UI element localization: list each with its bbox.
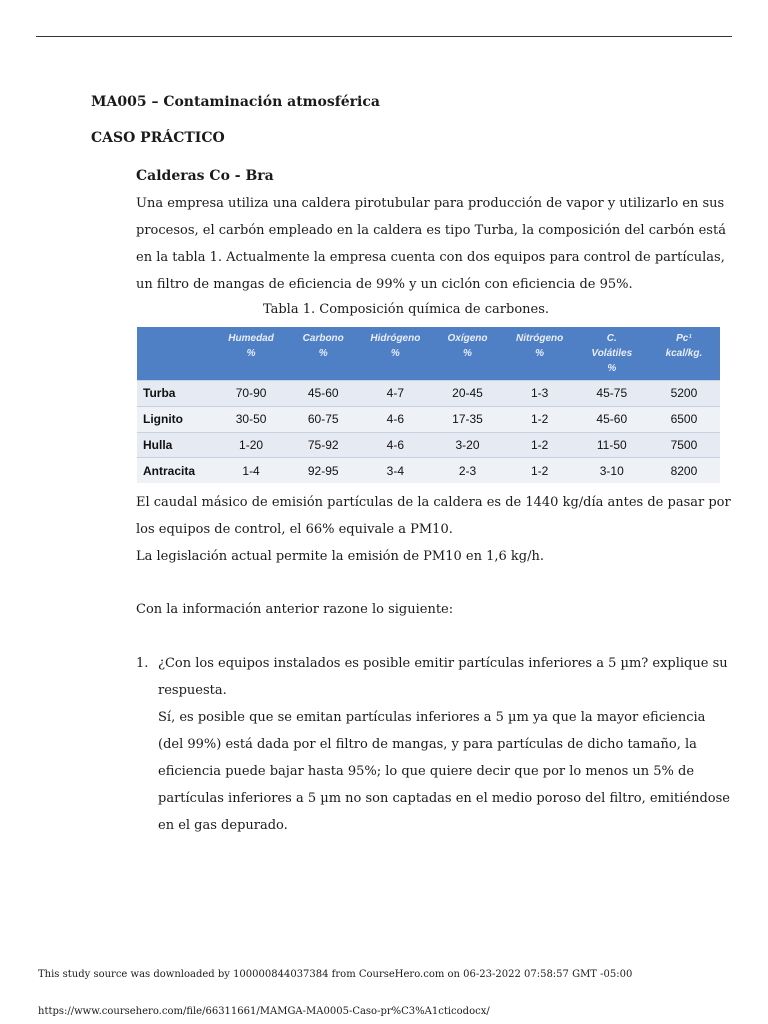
table-cell: 1-4	[215, 458, 287, 483]
table-cell: 5200	[648, 381, 720, 407]
table-cell: 11-50	[576, 432, 648, 458]
coal-composition-table	[137, 327, 720, 483]
answer-line: en el gas depurado.	[158, 818, 288, 833]
table-row-label: Lignito	[137, 406, 215, 432]
case-title: Calderas Co - Bra	[136, 168, 274, 184]
table-cell: 75-92	[287, 432, 359, 458]
prompt-line: Con la información anterior razone lo siguiente:	[136, 602, 454, 617]
table-cell: 45-60	[287, 381, 359, 407]
emission-line: La legislación actual permite la emisión de PM10 en 1,6 kg/h.	[136, 549, 544, 564]
answer-line: partículas inferiores a 5 µm no son captadas en el medio poroso del filtro, emitiéndose	[158, 791, 730, 806]
table-cell: 70-90	[215, 381, 287, 407]
table-cell: 1-2	[504, 432, 576, 458]
table-cell: 2-3	[431, 458, 503, 483]
footer-url: https://www.coursehero.com/file/66311661/MAMGA-MA0005-Caso-pr%C3%A1cticodocx/	[38, 1006, 490, 1017]
table-cell: 17-35	[431, 406, 503, 432]
table-cell: 3-20	[431, 432, 503, 458]
intro-line: procesos, el carbón empleado en la caldera es tipo Turba, la composición del carbón está	[136, 223, 726, 238]
document-title: MA005 – Contaminación atmosférica	[91, 94, 380, 110]
intro-line: en la tabla 1. Actualmente la empresa cuenta con dos equipos para control de partículas,	[136, 250, 725, 265]
table-row-label: Turba	[137, 381, 215, 407]
question-item	[158, 650, 730, 839]
emission-line: El caudal másico de emisión partículas de la caldera es de 1440 kg/día antes de pasar por	[136, 495, 731, 510]
footer-source-note: This study source was downloaded by 100000844037384 from CourseHero.com on 06-23-2022 07:58:57 GMT -05:00	[38, 969, 633, 980]
table-cell: 3-10	[576, 458, 648, 483]
table-row-label: Hulla	[137, 432, 215, 458]
table-header-hidrogeno: Hidrógeno %	[359, 327, 431, 381]
table-header-blank	[137, 327, 215, 381]
table-header-oxigeno: Oxígeno %	[431, 327, 503, 381]
table-cell: 20-45	[431, 381, 503, 407]
table-header-volatiles: C. Volátiles %	[576, 327, 648, 381]
table-header-pc: Pc¹ kcal/kg.	[648, 327, 720, 381]
emission-line: los equipos de control, el 66% equivale a PM10.	[136, 522, 453, 537]
emission-paragraph	[136, 489, 731, 570]
table-cell: 30-50	[215, 406, 287, 432]
intro-line: Una empresa utiliza una caldera pirotubular para producción de vapor y utilizarlo en sus	[136, 196, 725, 211]
intro-paragraph	[136, 190, 726, 298]
table-header-carbono: Carbono %	[287, 327, 359, 381]
table-cell: 1-2	[504, 458, 576, 483]
table-cell: 60-75	[287, 406, 359, 432]
question-number: 1.	[136, 656, 149, 671]
section-title: CASO PRÁCTICO	[91, 130, 225, 146]
table-cell: 4-6	[359, 406, 431, 432]
table-cell: 45-75	[576, 381, 648, 407]
table-cell: 1-3	[504, 381, 576, 407]
table-header-row	[137, 327, 720, 381]
answer-line: eficiencia puede bajar hasta 95%; lo que quiere decir que por lo menos un 5% de	[158, 764, 695, 779]
table-cell: 4-6	[359, 432, 431, 458]
table-row	[137, 458, 720, 483]
table-cell: 45-60	[576, 406, 648, 432]
table-row-label: Antracita	[137, 458, 215, 483]
table-cell: 8200	[648, 458, 720, 483]
intro-line: un filtro de mangas de eficiencia de 99% y un ciclón con eficiencia de 95%.	[136, 277, 633, 292]
table-cell: 1-2	[504, 406, 576, 432]
prompt-paragraph	[136, 596, 696, 623]
table-row	[137, 406, 720, 432]
table-row	[137, 381, 720, 407]
question-line: ¿Con los equipos instalados es posible emitir partículas inferiores a 5 µm? explique su	[158, 656, 728, 671]
table-cell: 6500	[648, 406, 720, 432]
table-caption: Tabla 1. Composición química de carbones.	[262, 302, 550, 317]
top-divider	[36, 36, 732, 37]
table-cell: 7500	[648, 432, 720, 458]
table-row	[137, 432, 720, 458]
table-header-humedad: Humedad %	[215, 327, 287, 381]
table-cell: 92-95	[287, 458, 359, 483]
table-cell: 4-7	[359, 381, 431, 407]
answer-line: (del 99%) está dada por el filtro de mangas, y para partículas de dicho tamaño, la	[158, 737, 697, 752]
question-line: respuesta.	[158, 683, 227, 698]
table-cell: 3-4	[359, 458, 431, 483]
table-cell: 1-20	[215, 432, 287, 458]
answer-line: Sí, es posible que se emitan partículas inferiores a 5 µm ya que la mayor eficiencia	[158, 710, 706, 725]
table-header-nitrogeno: Nitrógeno %	[504, 327, 576, 381]
